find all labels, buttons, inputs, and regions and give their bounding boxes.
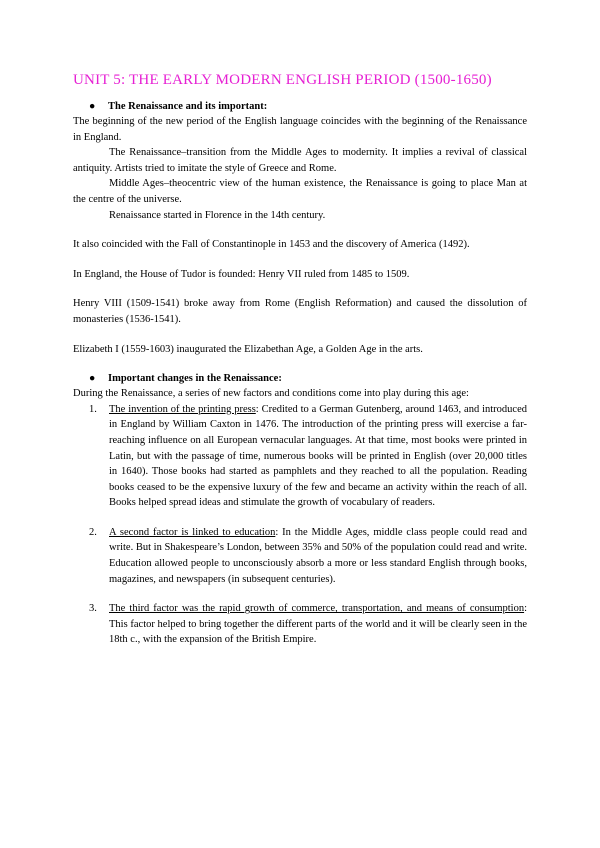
list-item-lead: The invention of the printing press (109, 403, 256, 415)
paragraph: The Renaissance–transition from the Middle Ages to modernity. It implies a revival of classical antiquity. Artists tried to imitate the style of Greece and Rome. (73, 147, 527, 174)
list-item: 1. The invention of the printing press: Credited to a German Gutenberg, around 1463, and introduced in England by William Caxton in 1476. The introduction of the printing press will exercise a far-reaching influence on all European vernacular languages. At that time, most books were printed in Latin, but with the passage of time, numerous books will be printed in English (over 20,000 titles in 1640). Those books had started as pamphlets and they reached to all the population. Reading books ceased to be the expensive luxury of the few and became an activity within the reach of all. Books helped spread ideas and stimulate the growth of vocabulary of readers. (89, 403, 527, 509)
list-item: 2. A second factor is linked to education: In the Middle Ages, middle class people could read and write. But in Shakespeare’s London, between 35% and 50% of the population could read and write. Education allowed people to unconsciously absorb a more or less standard English through books, magazines, and newspapers (in subsequent centuries). (89, 526, 527, 585)
list-item-lead: The third factor was the rapid growth of commerce, transportation, and means of consumption (109, 603, 525, 615)
factors-list (73, 402, 527, 648)
list-item-lead: A second factor is linked to education (109, 526, 276, 538)
paragraph: Elizabeth I (1559-1603) inaugurated the Elizabethan Age, a Golden Age in the arts. (73, 343, 423, 355)
paragraph: During the Renaissance, a series of new factors and conditions come into play during this age: (73, 388, 469, 400)
bullet-icon: ● (89, 101, 96, 112)
paragraph: In England, the House of Tudor is founded: Henry VII ruled from 1485 to 1509. (73, 268, 410, 280)
unit-title: UNIT 5: THE EARLY MODERN ENGLISH PERIOD (1500-1650) (73, 72, 492, 88)
paragraph: Middle Ages–theocentric view of the human existence, the Renaissance is going to place Man at the centre of the universe. (73, 178, 527, 205)
section-heading-changes: ● Important changes in the Renaissance: (89, 373, 282, 385)
section-heading-renaissance: ● The Renaissance and its important: (89, 101, 268, 112)
list-item: 3. The third factor was the rapid growth of commerce, transportation, and means of consumption: This factor helped to bring together the different parts of the world and it will be clearly seen in the 18th c., with the expansion of the British Empire. (89, 603, 527, 646)
bullet-icon: ● (89, 373, 96, 385)
paragraph: It also coincided with the Fall of Constantinople in 1453 and the discovery of America (1492). (73, 239, 470, 251)
paragraph: Renaissance started in Florence in the 14th century. (109, 209, 326, 221)
paragraph: Henry VIII (1509-1541) broke away from Rome (English Reformation) and caused the dissolution of monasteries (1536-1541). (73, 298, 527, 325)
paragraph: The beginning of the new period of the English language coincides with the beginning of the Renaissance in England. (73, 116, 527, 143)
